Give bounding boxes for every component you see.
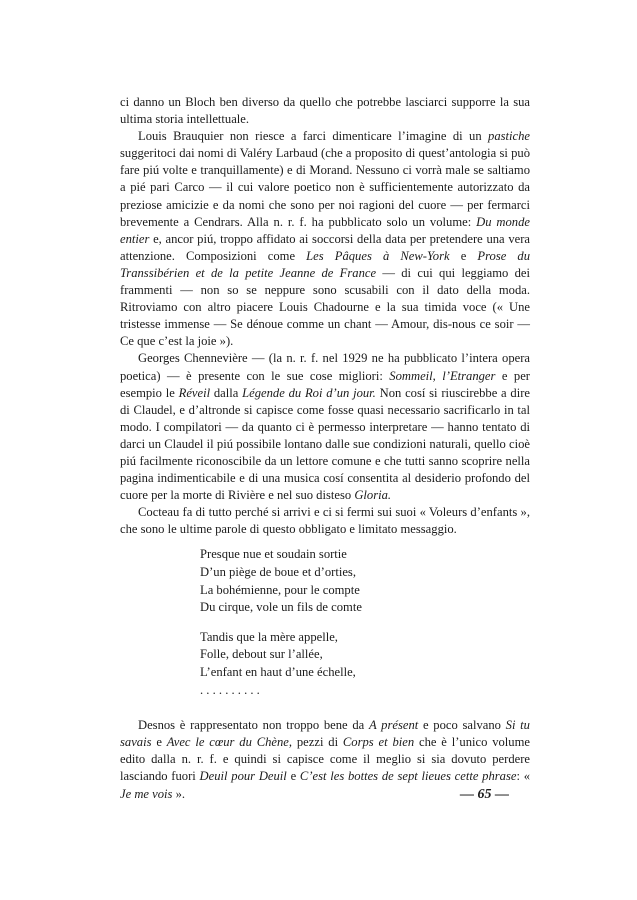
page-body xyxy=(120,94,530,803)
poem-line: L’enfant en haut d’une échelle, xyxy=(200,665,356,679)
stanza-gap xyxy=(200,617,530,629)
poem-line: Presque nue et soudain sortie xyxy=(200,547,347,562)
poem-line: La bohémienne, pour le compte xyxy=(200,582,360,597)
page-number: — 65 — xyxy=(460,787,509,802)
paragraph-brauquier: Louis Brauquier non riesce a farci dimenticare l’imagine di un pastiche suggeritoci dai nomi di Valéry Larbaud (che a proposito di quest’antologia si può fare piú volte e tranquillamente) e di Morand. Nessuno ci vorrà male se saltiamo a pié pari Carco — il cui valore poetico non è sufficientemente autorizzato da preziose amicizie e da nomi che sono per noi ragioni del cuore — per fermarci brevemente a Cendrars. Alla n. r. f. ha pubblicato solo un volume: Du monde entier e, ancor piú, troppo affidato ai soccorsi della data per pretendere una vera attenzione. Composizioni come Les Pâques à New-York e Prose du Transsibérien et de la petite Jeanne de France — di cui qui leggiamo dei frammenti — non so se neppure sono scusabili con il dato della moda. Ritroviamo con altro piacere Louis Chadourne e la sua timida voce (« Une tristesse immense — Se dénoue comme un chant — Amour, dis-nous ce soir — Ce que c’est la joie »). xyxy=(120,129,531,349)
paragraph-1: ci danno un Bloch ben diverso da quello che potrebbe lasciarci supporre la sua ultima storia intellettuale. xyxy=(120,95,530,127)
poem-line: Du cirque, vole un fils de comte xyxy=(200,600,362,615)
poem-quote xyxy=(200,546,530,699)
poem-line: Tandis que la mère appelle, xyxy=(200,629,338,644)
paragraph-chenneviere: Georges Chennevière — (la n. r. f. nel 1929 ne ha pubblicato l’intera opera poetica) — è presente con le sue cose migliori: Sommeil, l’Etranger e per esempio le Réveil dalla Légende du Roi d’un jour. Non cosí si riuscirebbe a dire di Claudel, e d’altronde si capisce come fosse quasi necessario sacrificarlo in tal modo. I compilatori — da quanto ci è permesso interpretare — hanno tentato di darci un Claudel il piú possibile lontano dalle sue condizioni naturali, quello cioè piú facilmente riconoscibile da un lettore comune e che tutti sanno scoprire nella pagina indimenticabile e di una musica cosí consentita al desiderio profondo del cuore per la morte di Rivière e nel suo disteso Gloria. xyxy=(120,351,531,503)
poem-ellipsis: . . . . . . . . . . xyxy=(200,682,260,697)
poem-line: Folle, debout sur l’allée, xyxy=(200,647,323,662)
paragraph-desnos: Desnos è rappresentato non troppo bene da A présent e poco salvano Si tu savais e Avec le cœur du Chène, pezzi di Corps et bien che è l’unico volume edito dalla n. r. f. e quindi si capisce come il meglio si sia dovuto perdere lasciando fuori Deuil pour Deuil e C’est les bottes de sept lieues cette phrase: « Je me vois ». xyxy=(120,718,531,801)
poem-line: D’un piège de boue et d’orties, xyxy=(200,565,356,580)
paragraph-cocteau: Cocteau fa di tutto perché si arrivi e ci si fermi sui suoi « Voleurs d’enfants », che sono le ultime parole di questo obbligato e limitato messaggio. xyxy=(120,505,530,537)
